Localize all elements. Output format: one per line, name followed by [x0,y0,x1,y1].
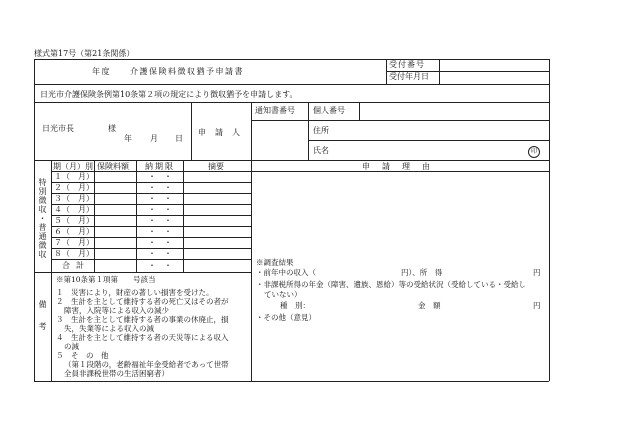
col-reason-header: 申請理由 [362,162,442,171]
row-due[interactable]: ・ ・ [148,183,172,192]
remarks-line: ５ そ の 他 [56,351,109,360]
frame-bottom [34,381,549,382]
declaration-text: 日光市介護保険条例第10条第２項の規定により徴収猶予を申請します。 [40,90,298,99]
remarks-line: ４ 生計を主として維持する者の天災等による収入 [56,333,229,342]
row-period: ７（ 月） [54,238,94,247]
remarks-label: 備考 [38,300,47,344]
remarks-line: ３ 生計を主として維持する者の事業の休廃止，損 [56,315,229,324]
col-premium-header: 保険料額 [97,162,129,171]
row-due[interactable]: ・ ・ [148,249,172,258]
frame-right [549,59,550,381]
divider [94,160,95,272]
addressee-honorific: 様 [108,124,116,133]
date-day-label: 日 [175,134,183,143]
row-period: ６（ 月） [54,227,94,236]
remarks-line: ２ 生計を主として維持する者の死亡又はその者が [56,297,229,306]
divider [34,160,549,161]
row-due[interactable]: ・ ・ [148,227,172,236]
applicant-label: 申請人 [198,128,249,137]
survey-income-label: ・前年中の収入（ [256,268,316,277]
survey-kind-label: 種 別： [280,301,310,310]
row-period: ２（ 月） [54,183,94,192]
remarks-line: １ 災害により，財産の著しい損害を受けた。 [56,288,214,297]
row-due[interactable]: ・ ・ [148,172,172,181]
divider [191,102,192,160]
collection-type-label: 特別徴収・普通徴収 [38,178,47,259]
survey-income-yen2: 円 [533,268,541,277]
remarks-line: 失，失業等による収入の減 [64,324,154,333]
frame-left [34,59,35,381]
form-title: 年度 介護保険料徴収猶予申請書 [92,67,244,76]
col-summary-header: 摘要 [208,162,224,171]
form-number: 様式第17号（第21条関係） [34,49,135,58]
row-period: １（ 月） [54,172,94,181]
row-period: ４（ 月） [54,205,94,214]
col-due-header: 納期限 [145,162,175,171]
survey-amount-label: 金 額 [418,301,441,310]
divider [251,160,252,381]
notice-number-label: 通知書番号 [255,106,295,115]
survey-pension-line1: ・非課税所得の年金（障害、遺族、恩給）等の受給状況（受給している・受給し [256,280,526,289]
divider [34,272,251,273]
divider [251,120,549,121]
receipt-number-label: 受付番号 [389,60,425,69]
divider [308,140,549,141]
row-period: ３（ 月） [54,194,94,203]
divider [136,160,137,272]
survey-other: ・その他（意見） [256,313,316,322]
remarks-line: 全員非課税世帯の生活困窮者） [64,369,169,378]
remarks-line: 障害，入院等による収入の減少 [64,306,169,315]
address-label: 住所 [313,126,329,135]
row-period: ５（ 月） [54,216,94,225]
survey-income-yen: 円）、所 得 [401,268,443,277]
row-period: ８（ 月） [54,249,94,258]
row-due[interactable]: ・ ・ [148,216,172,225]
name-label: 氏名 [313,146,329,155]
remarks-line: （第１段階の，老齢福祉年金受給者であって世帯 [64,360,229,369]
date-month-label: 月 [150,134,158,143]
total-due[interactable]: ・ ・ [148,261,172,270]
divider [183,160,184,272]
col-period-header: 期（月）別 [53,162,93,171]
divider [51,259,251,260]
divider [34,102,549,103]
divider [308,102,309,160]
divider [251,102,252,160]
frame-top [34,59,549,60]
survey-pension-line2: ていない） [264,290,302,299]
date-year-label: 年 [124,134,132,143]
row-due[interactable]: ・ ・ [148,205,172,214]
divider [34,84,549,85]
row-due[interactable]: ・ ・ [148,194,172,203]
survey-heading: ※調査結果 [256,258,294,267]
survey-amount-yen: 円 [533,301,541,310]
remarks-line: ※第10条第１項第 号該当 [56,275,156,284]
divider [359,102,360,120]
row-due[interactable]: ・ ・ [148,238,172,247]
remarks-line: の減 [64,342,79,351]
receipt-date-label: 受付年月日 [389,72,429,81]
total-label: 合計 [62,261,90,270]
seal-mark: 印 [528,146,540,158]
addressee-name: 日光市長 [42,124,74,133]
personal-number-label: 個人番号 [313,106,345,115]
